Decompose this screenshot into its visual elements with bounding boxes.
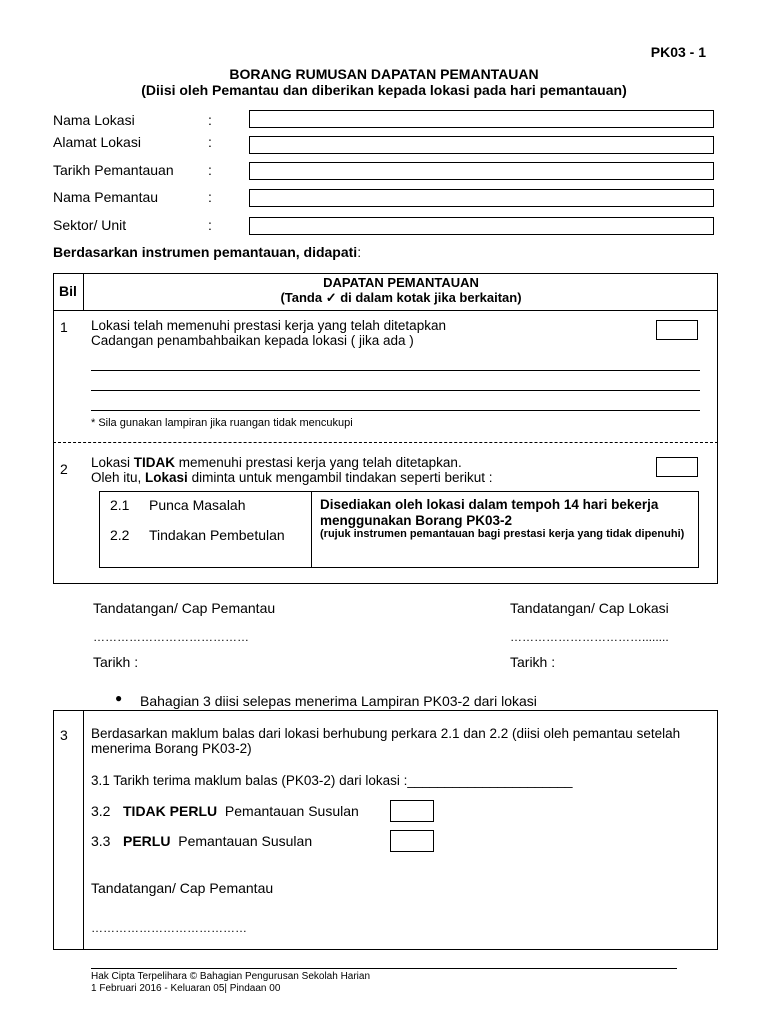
- row1-note: * Sila gunakan lampiran jika ruangan tidak mencukupi: [91, 417, 353, 429]
- footer-copyright: Hak Cipta Terpelihara © Bahagian Pengurusan Sekolah Harian: [91, 971, 371, 982]
- field-colon: :: [208, 162, 212, 178]
- footer-version: 1 Februari 2016 - Keluaran 05| Pindaan 00: [91, 983, 281, 994]
- answer-line: [91, 410, 700, 411]
- field-label-nama-lokasi: Nama Lokasi: [53, 112, 135, 128]
- item-3-2-checkbox[interactable]: [390, 800, 434, 822]
- item-3-3-label: Pemantauan Susulan: [178, 833, 313, 849]
- form-code: PK03 - 1: [650, 44, 706, 60]
- row1-checkbox[interactable]: [656, 320, 698, 340]
- sektor-unit-input[interactable]: [249, 217, 714, 235]
- intro-suffix: :: [357, 244, 362, 260]
- item-3-3-checkbox[interactable]: [390, 830, 434, 852]
- tarikh-pemantauan-input[interactable]: [249, 162, 714, 180]
- row2-line2-pre: Oleh itu,: [91, 470, 146, 485]
- row2-line1: [91, 455, 462, 470]
- item-3-2-text: [123, 803, 359, 819]
- intro-text: [53, 244, 361, 260]
- bil-header: Bil: [59, 283, 77, 299]
- item-3-2-label: Pemantauan Susulan: [224, 803, 359, 819]
- answer-line: [91, 370, 700, 371]
- section3-sign-dots[interactable]: …………………………………: [91, 921, 247, 935]
- footer-divider: [91, 968, 677, 969]
- findings-subheading: (Tanda ✓ di dalam kotak jika berkaitan): [280, 290, 522, 305]
- row2-line2: [91, 470, 492, 485]
- form-subtitle: (Diisi oleh Pemantau dan diberikan kepada lokasi pada hari pemantauan): [141, 82, 627, 98]
- row1-number: 1: [60, 319, 68, 335]
- item-2-1-number: 2.1: [110, 497, 130, 513]
- field-label-sektor-unit: Sektor/ Unit: [53, 217, 127, 233]
- answer-line: [91, 390, 700, 391]
- section3-number: 3: [60, 727, 68, 743]
- nama-pemantau-input[interactable]: [249, 189, 714, 207]
- date-label-pemantau: Tarikh :: [93, 654, 139, 670]
- row2-number: 2: [60, 461, 68, 477]
- field-label-alamat-lokasi: Alamat Lokasi: [53, 134, 141, 150]
- item-3-3-bold: PERLU: [123, 833, 171, 849]
- row2-line1-post: memenuhi prestasi kerja yang telah ditetapkan.: [175, 455, 462, 470]
- item-3-2-bold: TIDAK PERLU: [123, 803, 218, 819]
- bullet-note: Bahagian 3 diisi selepas menerima Lampiran PK03-2 dari lokasi: [140, 693, 537, 709]
- row2-line1-bold: TIDAK: [133, 455, 176, 470]
- field-label-nama-pemantau: Nama Pemantau: [53, 189, 159, 205]
- item-2-2-number: 2.2: [110, 527, 130, 543]
- row2-line1-pre: Lokasi: [91, 455, 134, 470]
- item-3-2-number: 3.2: [91, 803, 111, 819]
- sign-dots-pemantau[interactable]: …………………………………: [93, 630, 249, 644]
- field-colon: :: [208, 112, 212, 128]
- item-3-3-text: [123, 833, 312, 849]
- alamat-lokasi-input[interactable]: [249, 136, 714, 154]
- action-note: (rujuk instrumen pemantauan bagi prestasi kerja yang tidak dipenuhi): [320, 528, 685, 540]
- sign-label-pemantau: Tandatangan/ Cap Pemantau: [93, 600, 276, 616]
- field-colon: :: [208, 189, 212, 205]
- date-label-lokasi: Tarikh :: [510, 654, 556, 670]
- item-3-1[interactable]: 3.1 Tarikh terima maklum balas (PK03-2) dari lokasi :______________________: [91, 773, 573, 788]
- sign-label-lokasi: Tandatangan/ Cap Lokasi: [510, 600, 669, 616]
- field-colon: :: [208, 134, 212, 150]
- bullet-icon: ●: [115, 691, 123, 705]
- row-divider: [53, 442, 718, 443]
- header-divider: [53, 310, 718, 311]
- field-colon: :: [208, 217, 212, 233]
- row1-line1: Lokasi telah memenuhi prestasi kerja yang telah ditetapkan: [91, 318, 446, 333]
- row2-line2-post: diminta untuk mengambil tindakan seperti berikut :: [187, 470, 493, 485]
- form-title: BORANG RUMUSAN DAPATAN PEMANTAUAN: [229, 66, 539, 82]
- findings-heading: DAPATAN PEMANTAUAN: [323, 275, 479, 290]
- row2-checkbox[interactable]: [656, 457, 698, 477]
- item-2-2-label: Tindakan Pembetulan: [149, 527, 285, 543]
- action-instruction: Disediakan oleh lokasi dalam tempoh 14 hari bekerja menggunakan Borang PK03-2: [320, 497, 659, 528]
- section3-divider: [83, 710, 84, 950]
- sign-dots-lokasi[interactable]: ……………………………........: [510, 630, 669, 644]
- row1-line2: Cadangan penambahbaikan kepada lokasi ( jika ada ): [91, 333, 414, 348]
- action-box-divider: [311, 491, 312, 568]
- nama-lokasi-input[interactable]: [249, 110, 714, 128]
- section3-sign-label: Tandatangan/ Cap Pemantau: [91, 880, 274, 896]
- section3-intro: Berdasarkan maklum balas dari lokasi berhubung perkara 2.1 dan 2.2 (diisi oleh pemantau setelah menerima Borang PK03-2): [91, 726, 681, 756]
- item-2-1-label: Punca Masalah: [149, 497, 246, 513]
- item-3-3-number: 3.3: [91, 833, 111, 849]
- row2-line2-bold: Lokasi: [145, 470, 188, 485]
- intro-text-bold: Berdasarkan instrumen pemantauan, didapati: [53, 244, 358, 260]
- field-label-tarikh-pemantauan: Tarikh Pemantauan: [53, 162, 174, 178]
